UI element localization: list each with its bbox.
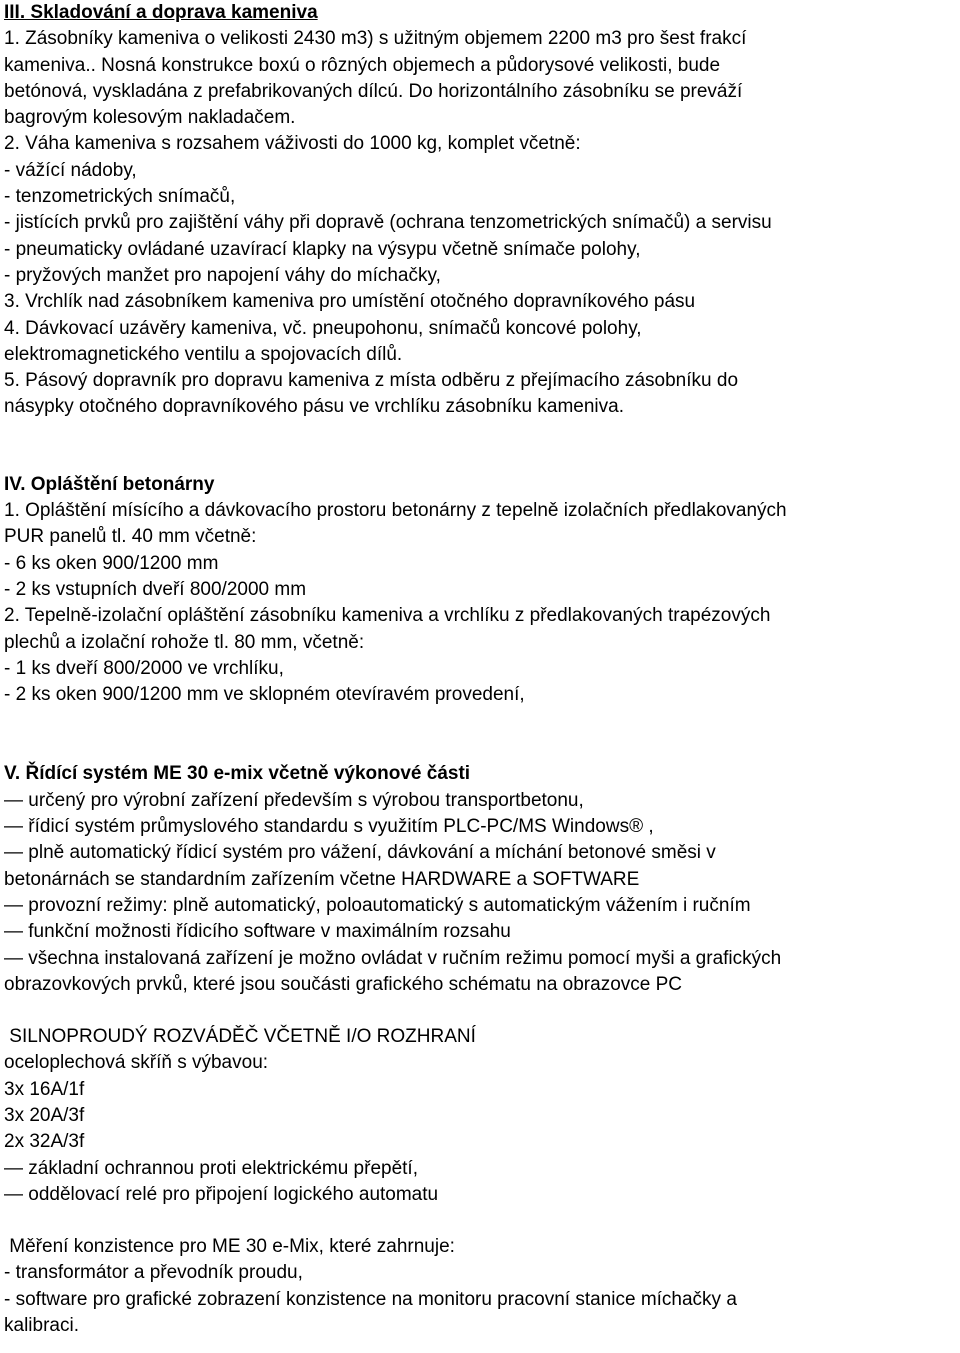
- em-dash: —: [4, 1183, 23, 1205]
- text-line: oceloplechová skříň s výbavou:: [4, 1052, 269, 1074]
- list-item: - transformátor a převodník proudu,: [4, 1262, 303, 1284]
- section-heading: V. Řídící systém ME 30 e-mix včetně výkonové části: [4, 763, 471, 785]
- text-line: 1. Opláštění mísícího a dávkovacího prostoru betonárny z tepelně izolačních předlakovaných: [4, 500, 787, 522]
- em-dash: —: [4, 789, 23, 811]
- list-item: - vážící nádoby,: [4, 159, 137, 181]
- spacer: [4, 421, 960, 472]
- text-line: 1. Zásobníky kameniva o velikosti 2430 m3) s užitným objemem 2200 m3 pro šest frakcí: [4, 28, 747, 50]
- text-line: elektromagnetického ventilu a spojovacích dílů.: [4, 343, 403, 365]
- list-item: — funkční možnosti řídicího software v maximálním rozsahu: [4, 921, 511, 943]
- section-ridici-system: [4, 761, 960, 998]
- section-heading: III. Skladování a doprava kameniva: [4, 2, 318, 23]
- em-dash: —: [4, 921, 23, 943]
- text-line: kalibraci.: [4, 1315, 79, 1337]
- list-item: - jistících prvků pro zajištění váhy při dopravě (ochrana tenzometrických snímačů) a servisu: [4, 212, 772, 234]
- list-item: - software pro grafické zobrazení konzistence na monitoru pracovní stanice míchačky a: [4, 1288, 737, 1310]
- section-oplasteni: [4, 472, 960, 709]
- list-item: - pryžových manžet pro napojení váhy do míchačky,: [4, 264, 441, 286]
- text-line: 2. Tepelně-izolační opláštění zásobníku kameniva a vrchlíku z předlakovaných trapézových: [4, 605, 771, 627]
- list-item: — oddělovací relé pro připojení logického automatu: [4, 1183, 439, 1205]
- spacer: [4, 998, 960, 1024]
- text-line: 4. Dávkovací uzávěry kameniva, vč. pneupohonu, snímačů koncové polohy,: [4, 317, 642, 339]
- list-item: - pneumaticky ovládané uzavírací klapky na výsypu včetně snímače polohy,: [4, 238, 641, 260]
- list-item: — plně automatický řídicí systém pro vážení, dávkování a míchání betonové směsi v: [4, 842, 716, 864]
- list-item: — určený pro výrobní zařízení především s výrobou transportbetonu,: [4, 789, 584, 811]
- list-item: — základní ochrannou proti elektrickému přepětí,: [4, 1157, 418, 1179]
- text-line: 3x 20A/3f: [4, 1104, 85, 1126]
- document: [4, 0, 960, 1339]
- list-item: — všechna instalovaná zařízení je možno ovládat v ručním režimu pomocí myši a grafických: [4, 947, 782, 969]
- section-heading: IV. Opláštění betonárny: [4, 473, 215, 495]
- em-dash: —: [4, 947, 23, 969]
- section-konzistence: [4, 1234, 960, 1339]
- text-line: 2. Váha kameniva s rozsahem váživosti do 1000 kg, komplet včetně:: [4, 133, 581, 155]
- section-rozvadec: [4, 1024, 960, 1208]
- list-item: - 2 ks oken 900/1200 mm ve sklopném otevíravém provedení,: [4, 684, 525, 706]
- em-dash: —: [4, 894, 23, 916]
- text-line: 2x 32A/3f: [4, 1131, 85, 1153]
- text-line: betónová, vyskladána z prefabrikovaných dílcú. Do horizontálního zásobníku se preváží: [4, 80, 743, 102]
- list-item: - tenzometrických snímačů,: [4, 186, 236, 208]
- text-line: 5. Pásový dopravník pro dopravu kameniva z místa odběru z přejímacího zásobníku do: [4, 370, 739, 392]
- text-line: plechů a izolační rohože tl. 80 mm, včetně:: [4, 631, 365, 653]
- text-line: obrazovkových prvků, které jsou součásti grafického schématu na obrazovce PC: [4, 973, 682, 995]
- section-heading: Měření konzistence pro ME 30 e-Mix, které zahrnuje:: [4, 1236, 455, 1258]
- text-line: bagrovým kolesovým nakladačem.: [4, 107, 296, 129]
- em-dash: —: [4, 816, 23, 838]
- list-item: — provozní režimy: plně automatický, poloautomatický s automatickým vážením i ručním: [4, 894, 751, 916]
- list-item: - 1 ks dveří 800/2000 ve vrchlíku,: [4, 657, 284, 679]
- text-line: násypky otočného dopravníkového pásu ve vrchlíku zásobníku kameniva.: [4, 396, 624, 418]
- section-heading: SILNOPROUDÝ ROZVÁDĚČ VČETNĚ I/O ROZHRANÍ: [4, 1026, 476, 1048]
- text-line: kameniva.. Nosná konstrukce boxú o rôzných objemech a půdorysové velikosti, bude: [4, 54, 721, 76]
- list-item: - 2 ks vstupních dveří 800/2000 mm: [4, 578, 307, 600]
- list-item: - 6 ks oken 900/1200 mm: [4, 552, 219, 574]
- text-line: PUR panelů tl. 40 mm včetně:: [4, 526, 257, 548]
- text-line: 3. Vrchlík nad zásobníkem kameniva pro umístění otočného dopravníkového pásu: [4, 291, 696, 313]
- section-skladovani: [4, 0, 960, 421]
- spacer: [4, 1208, 960, 1234]
- spacer: [4, 708, 960, 761]
- text-line: 3x 16A/1f: [4, 1078, 85, 1100]
- text-line: betonárnách se standardním zařízením včetne HARDWARE a SOFTWARE: [4, 868, 640, 890]
- list-item: — řídicí systém průmyslového standardu s využitím PLC-PC/MS Windows® ,: [4, 816, 654, 838]
- em-dash: —: [4, 842, 23, 864]
- em-dash: —: [4, 1157, 23, 1179]
